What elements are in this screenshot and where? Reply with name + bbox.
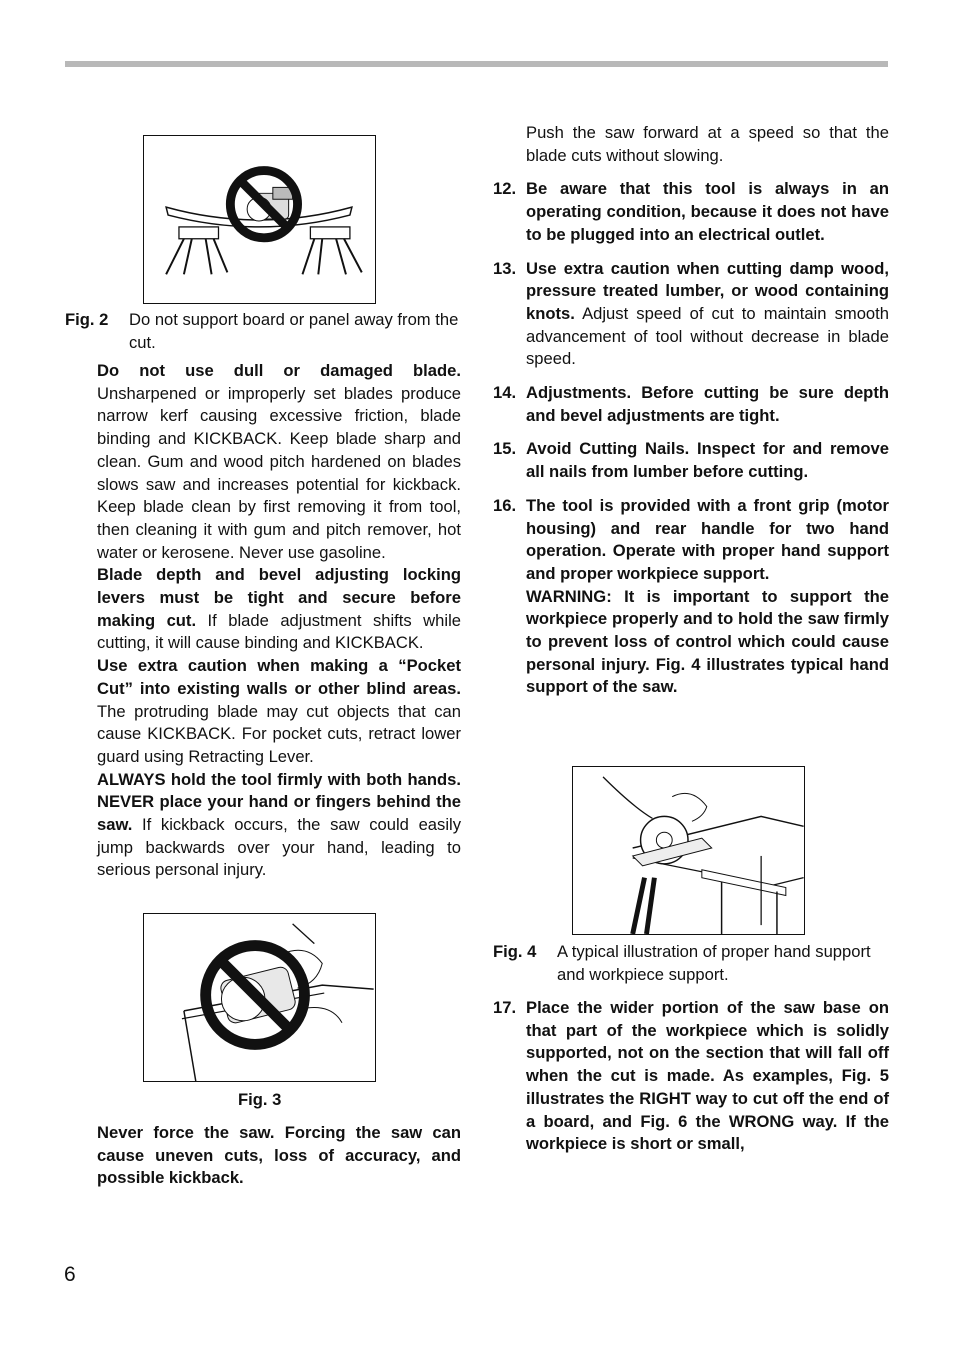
list-number: 12. <box>493 179 517 199</box>
paragraph-dull-blade: Do not use dull or damaged blade. Unsharpened or improperly set blades produce narrow kerf causing excessive friction, blade binding and KICKBACK. Keep blade sharp and clean. Gum and wood pitch hardened on blades slows saw and increases potential for kickback. Keep blade clean by first removing it from tool, then cleaning it with gum and pitch remover, hot water or kerosene. Never use gasoline. <box>97 361 461 562</box>
list-number: 13. <box>493 258 517 278</box>
fig2-caption-text: Do not support board or panel away from the cut. <box>129 310 459 352</box>
list-number: 16. <box>493 495 517 515</box>
paragraph-push-forward: Push the saw forward at a speed so that the blade cuts without slowing. <box>526 123 889 165</box>
page-number: 6 <box>64 1263 76 1286</box>
list-number: 17. <box>493 998 517 1017</box>
paragraph-never-force: Never force the saw. Forcing the saw can cause uneven cuts, loss of accuracy, and possible kickback. <box>97 1123 461 1188</box>
header-rule <box>65 61 888 67</box>
fig2-label: Fig. 2 <box>65 310 109 329</box>
list-item-17: 17. Place the wider portion of the saw base on that part of the workpiece which is solidly supported, not on the section that will fall off when the cut is made. As examples, Fig. 5 illustrates the RIGHT way to cut off the end of a board, and Fig. 6 the WRONG way. If the workpiece is short or small, <box>493 998 889 1154</box>
fig3-label: Fig. 3 <box>238 1090 282 1109</box>
paragraph-pocket-cut: Use extra caution when making a “Pocket Cut” into existing walls or other blind areas. The protruding blade may cut objects that can cause KICKBACK. For pocket cuts, retract lower guard using Retracting Lever. <box>97 656 461 766</box>
fig3-illustration <box>143 913 376 1082</box>
paragraph-hold-firmly: ALWAYS hold the tool firmly with both hands. NEVER place your hand or fingers behind the saw. If kickback occurs, the saw could easily jump backwards over your hand, leading to serious personal injury. <box>97 769 461 880</box>
list-item-12: 12. Be aware that this tool is always in an operating condition, because it does not have to be plugged into an electrical outlet. <box>493 179 889 244</box>
fig2-sawhorses-prohibited-icon <box>144 136 375 303</box>
never-force-block <box>97 1122 461 1190</box>
warning-text: WARNING: It is important to support the workpiece properly and to hold the saw firmly to prevent loss of control which could cause personal injury. Fig. 4 illustrates typical hand support of the saw. <box>526 586 889 697</box>
fig4-caption-text: A typical illustration of proper hand support and workpiece support. <box>557 942 871 984</box>
right-column-upper <box>493 122 889 699</box>
fig4-label: Fig. 4 <box>493 942 537 961</box>
left-column <box>97 360 461 882</box>
list-number: 14. <box>493 383 517 403</box>
list-item-15: 15. Avoid Cutting Nails. Inspect for and remove all nails from lumber before cutting. <box>493 439 889 482</box>
paragraph-blade-depth: Blade depth and bevel adjusting locking levers must be tight and secure before making cut. If blade adjustment shifts while cutting, it will cause binding and KICKBACK. <box>97 565 461 653</box>
fig3-hand-behind-saw-prohibited-icon <box>144 914 375 1081</box>
list-item-13: 13. Use extra caution when cutting damp wood, pressure treated lumber, or wood containing knots. Adjust speed of cut to maintain smooth advancement of tool without decrease in blade speed. <box>493 258 889 369</box>
right-column-lower <box>493 986 889 1156</box>
fig4-proper-hand-support-icon <box>573 767 804 934</box>
fig4-illustration <box>572 766 805 935</box>
list-number: 15. <box>493 439 517 459</box>
list-item-14: 14. Adjustments. Before cutting be sure depth and bevel adjustments are tight. <box>493 383 889 425</box>
list-item-16: 16. The tool is provided with a front grip (motor housing) and rear handle for two hand operation. Operate with proper hand support and proper workpiece support. WARNING: It is important to support the workpiece properly and to hold the saw firmly to prevent loss of control which could cause personal injury. Fig. 4 illustrates typical hand support of the saw. <box>493 495 889 699</box>
fig2-illustration <box>143 135 376 304</box>
